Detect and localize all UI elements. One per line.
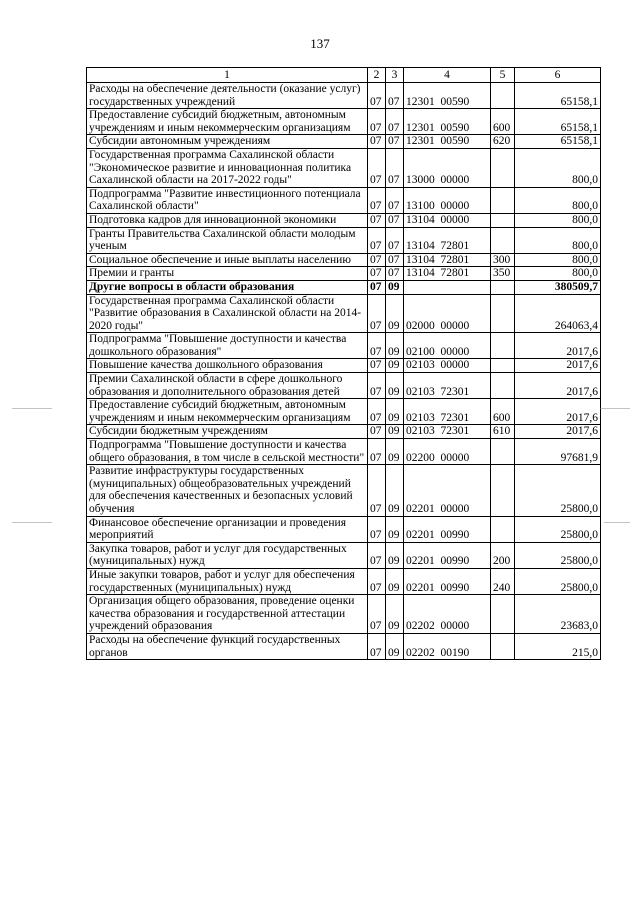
cell-subsection: 09 — [386, 373, 404, 399]
cell-amount: 65158,1 — [515, 109, 601, 135]
cell-section: 07 — [368, 280, 386, 294]
cell-target-article: 02201 00990 — [404, 516, 491, 542]
scan-mark — [12, 408, 52, 409]
cell-amount: 215,0 — [515, 633, 601, 659]
header-col-target-article: 4 — [404, 68, 491, 83]
cell-expense-type: 610 — [491, 425, 515, 439]
budget-table — [86, 67, 601, 660]
cell-amount: 65158,1 — [515, 83, 601, 109]
table-row — [87, 148, 601, 187]
cell-name: Развитие инфраструктуры государственных (муниципальных) общеобразовательных учреждений для обеспечения качественных и безопасных условий обучения — [87, 465, 368, 516]
header-col-section: 2 — [368, 68, 386, 83]
cell-amount: 2017,6 — [515, 399, 601, 425]
cell-section: 07 — [368, 253, 386, 267]
table-row — [87, 213, 601, 227]
cell-section: 07 — [368, 227, 386, 253]
cell-section: 07 — [368, 542, 386, 568]
cell-target-article: 02103 72301 — [404, 399, 491, 425]
scan-mark — [600, 408, 630, 409]
cell-subsection: 09 — [386, 595, 404, 634]
cell-amount: 65158,1 — [515, 135, 601, 149]
cell-expense-type — [491, 516, 515, 542]
cell-target-article: 13104 00000 — [404, 213, 491, 227]
cell-expense-type — [491, 465, 515, 516]
cell-subsection: 07 — [386, 148, 404, 187]
cell-name: Государственная программа Сахалинской области "Экономическое развитие и инновационная политика Сахалинской области на 2017-2022 годы" — [87, 148, 368, 187]
table-body — [87, 83, 601, 660]
cell-expense-type — [491, 373, 515, 399]
table-row — [87, 83, 601, 109]
cell-name: Организация общего образования, проведение оценки качества образования и государственной аттестации учреждений образования — [87, 595, 368, 634]
cell-subsection: 07 — [386, 135, 404, 149]
cell-expense-type — [491, 187, 515, 213]
cell-name: Повышение качества дошкольного образования — [87, 359, 368, 373]
cell-amount: 800,0 — [515, 187, 601, 213]
cell-target-article: 02200 00000 — [404, 439, 491, 465]
cell-subsection: 09 — [386, 465, 404, 516]
cell-expense-type — [491, 280, 515, 294]
cell-amount: 800,0 — [515, 148, 601, 187]
table-row — [87, 187, 601, 213]
cell-expense-type — [491, 148, 515, 187]
cell-name: Подпрограмма "Повышение доступности и качества дошкольного образования" — [87, 333, 368, 359]
cell-target-article: 02201 00990 — [404, 568, 491, 594]
cell-name: Предоставление субсидий бюджетным, автономным учреждениям и иным некоммерческим организациям — [87, 109, 368, 135]
cell-subsection: 07 — [386, 213, 404, 227]
table-row — [87, 373, 601, 399]
cell-subsection: 09 — [386, 516, 404, 542]
cell-section: 07 — [368, 633, 386, 659]
cell-expense-type: 350 — [491, 267, 515, 281]
table-row — [87, 253, 601, 267]
cell-amount: 23683,0 — [515, 595, 601, 634]
cell-expense-type: 600 — [491, 109, 515, 135]
cell-section: 07 — [368, 373, 386, 399]
cell-section: 07 — [368, 333, 386, 359]
cell-amount: 2017,6 — [515, 359, 601, 373]
cell-target-article: 12301 00590 — [404, 83, 491, 109]
cell-target-article: 02103 72301 — [404, 373, 491, 399]
cell-expense-type: 620 — [491, 135, 515, 149]
cell-section: 07 — [368, 267, 386, 281]
cell-target-article: 02103 00000 — [404, 359, 491, 373]
cell-expense-type: 300 — [491, 253, 515, 267]
header-col-expense-type: 5 — [491, 68, 515, 83]
cell-subsection: 09 — [386, 280, 404, 294]
cell-name: Гранты Правительства Сахалинской области молодым ученым — [87, 227, 368, 253]
table-row — [87, 109, 601, 135]
cell-amount: 264063,4 — [515, 294, 601, 333]
cell-target-article: 12301 00590 — [404, 109, 491, 135]
cell-name: Премии Сахалинской области в сфере дошкольного образования и дополнительного образования детей — [87, 373, 368, 399]
cell-section: 07 — [368, 135, 386, 149]
cell-target-article: 13000 00000 — [404, 148, 491, 187]
cell-name: Расходы на обеспечение функций государственных органов — [87, 633, 368, 659]
cell-target-article: 02103 72301 — [404, 425, 491, 439]
cell-section: 07 — [368, 187, 386, 213]
cell-section: 07 — [368, 568, 386, 594]
header-col-amount: 6 — [515, 68, 601, 83]
cell-subsection: 07 — [386, 227, 404, 253]
cell-name: Предоставление субсидий бюджетным, автономным учреждениям и иным некоммерческим организациям — [87, 399, 368, 425]
table-row — [87, 135, 601, 149]
cell-subsection: 07 — [386, 83, 404, 109]
cell-subsection: 09 — [386, 568, 404, 594]
table-row — [87, 465, 601, 516]
cell-expense-type: 200 — [491, 542, 515, 568]
cell-name: Субсидии бюджетным учреждениям — [87, 425, 368, 439]
scan-mark — [604, 522, 630, 523]
cell-target-article: 02202 00190 — [404, 633, 491, 659]
cell-subsection: 09 — [386, 542, 404, 568]
cell-target-article: 02201 00000 — [404, 465, 491, 516]
cell-amount: 800,0 — [515, 253, 601, 267]
cell-subsection: 07 — [386, 267, 404, 281]
cell-amount: 800,0 — [515, 227, 601, 253]
table-row — [87, 267, 601, 281]
cell-expense-type: 240 — [491, 568, 515, 594]
cell-section: 07 — [368, 595, 386, 634]
cell-amount: 800,0 — [515, 213, 601, 227]
cell-amount: 2017,6 — [515, 333, 601, 359]
cell-target-article: 13104 72801 — [404, 253, 491, 267]
cell-subsection: 09 — [386, 425, 404, 439]
cell-name: Подпрограмма "Развитие инвестиционного потенциала Сахалинской области" — [87, 187, 368, 213]
table-row — [87, 227, 601, 253]
table-row — [87, 425, 601, 439]
cell-expense-type — [491, 83, 515, 109]
cell-subsection: 09 — [386, 333, 404, 359]
cell-subsection: 09 — [386, 294, 404, 333]
table-row — [87, 399, 601, 425]
cell-section: 07 — [368, 399, 386, 425]
cell-section: 07 — [368, 359, 386, 373]
cell-target-article: 13100 00000 — [404, 187, 491, 213]
cell-name: Иные закупки товаров, работ и услуг для обеспечения государственных (муниципальных) нужд — [87, 568, 368, 594]
cell-name: Социальное обеспечение и иные выплаты населению — [87, 253, 368, 267]
cell-target-article: 12301 00590 — [404, 135, 491, 149]
header-col-name: 1 — [87, 68, 368, 83]
cell-amount: 2017,6 — [515, 373, 601, 399]
cell-target-article: 02201 00990 — [404, 542, 491, 568]
cell-section: 07 — [368, 465, 386, 516]
cell-amount: 25800,0 — [515, 465, 601, 516]
cell-amount: 2017,6 — [515, 425, 601, 439]
cell-expense-type — [491, 595, 515, 634]
cell-subsection: 09 — [386, 399, 404, 425]
scan-mark — [12, 522, 52, 523]
cell-target-article: 13104 72801 — [404, 267, 491, 281]
cell-section: 07 — [368, 148, 386, 187]
table-row — [87, 294, 601, 333]
cell-amount: 25800,0 — [515, 568, 601, 594]
table-row — [87, 516, 601, 542]
cell-section: 07 — [368, 516, 386, 542]
cell-expense-type — [491, 633, 515, 659]
cell-amount: 25800,0 — [515, 516, 601, 542]
cell-expense-type — [491, 359, 515, 373]
cell-section: 07 — [368, 109, 386, 135]
cell-section: 07 — [368, 294, 386, 333]
cell-expense-type — [491, 227, 515, 253]
header-col-subsection: 3 — [386, 68, 404, 83]
cell-section: 07 — [368, 425, 386, 439]
cell-target-article: 02100 00000 — [404, 333, 491, 359]
cell-target-article: 02202 00000 — [404, 595, 491, 634]
cell-amount: 97681,9 — [515, 439, 601, 465]
cell-subsection: 09 — [386, 439, 404, 465]
table-row — [87, 333, 601, 359]
table-header-row — [87, 68, 601, 83]
cell-subsection: 07 — [386, 253, 404, 267]
table-row — [87, 633, 601, 659]
cell-target-article: 02000 00000 — [404, 294, 491, 333]
table-row — [87, 359, 601, 373]
cell-name: Субсидии автономным учреждениям — [87, 135, 368, 149]
cell-name: Финансовое обеспечение организации и проведения мероприятий — [87, 516, 368, 542]
table-row — [87, 280, 601, 294]
cell-section: 07 — [368, 213, 386, 227]
cell-amount: 800,0 — [515, 267, 601, 281]
table-row — [87, 439, 601, 465]
cell-expense-type — [491, 213, 515, 227]
page-number: 137 — [310, 36, 330, 51]
cell-expense-type: 600 — [491, 399, 515, 425]
cell-amount: 25800,0 — [515, 542, 601, 568]
cell-expense-type — [491, 333, 515, 359]
cell-subsection: 07 — [386, 109, 404, 135]
cell-section: 07 — [368, 83, 386, 109]
cell-subsection: 09 — [386, 359, 404, 373]
table-row — [87, 568, 601, 594]
cell-target-article — [404, 280, 491, 294]
cell-name: Другие вопросы в области образования — [87, 280, 368, 294]
cell-subsection: 07 — [386, 187, 404, 213]
cell-amount: 380509,7 — [515, 280, 601, 294]
cell-name: Расходы на обеспечение деятельности (оказание услуг) государственных учреждений — [87, 83, 368, 109]
cell-target-article: 13104 72801 — [404, 227, 491, 253]
cell-subsection: 09 — [386, 633, 404, 659]
cell-expense-type — [491, 439, 515, 465]
cell-name: Закупка товаров, работ и услуг для государственных (муниципальных) нужд — [87, 542, 368, 568]
table-row — [87, 595, 601, 634]
cell-name: Подпрограмма "Повышение доступности и качества общего образования, в том числе в сельской местности" — [87, 439, 368, 465]
cell-name: Подготовка кадров для инновационной экономики — [87, 213, 368, 227]
table-row — [87, 542, 601, 568]
cell-expense-type — [491, 294, 515, 333]
cell-name: Премии и гранты — [87, 267, 368, 281]
cell-name: Государственная программа Сахалинской области "Развитие образования в Сахалинской области на 2014-2020 годы" — [87, 294, 368, 333]
cell-section: 07 — [368, 439, 386, 465]
